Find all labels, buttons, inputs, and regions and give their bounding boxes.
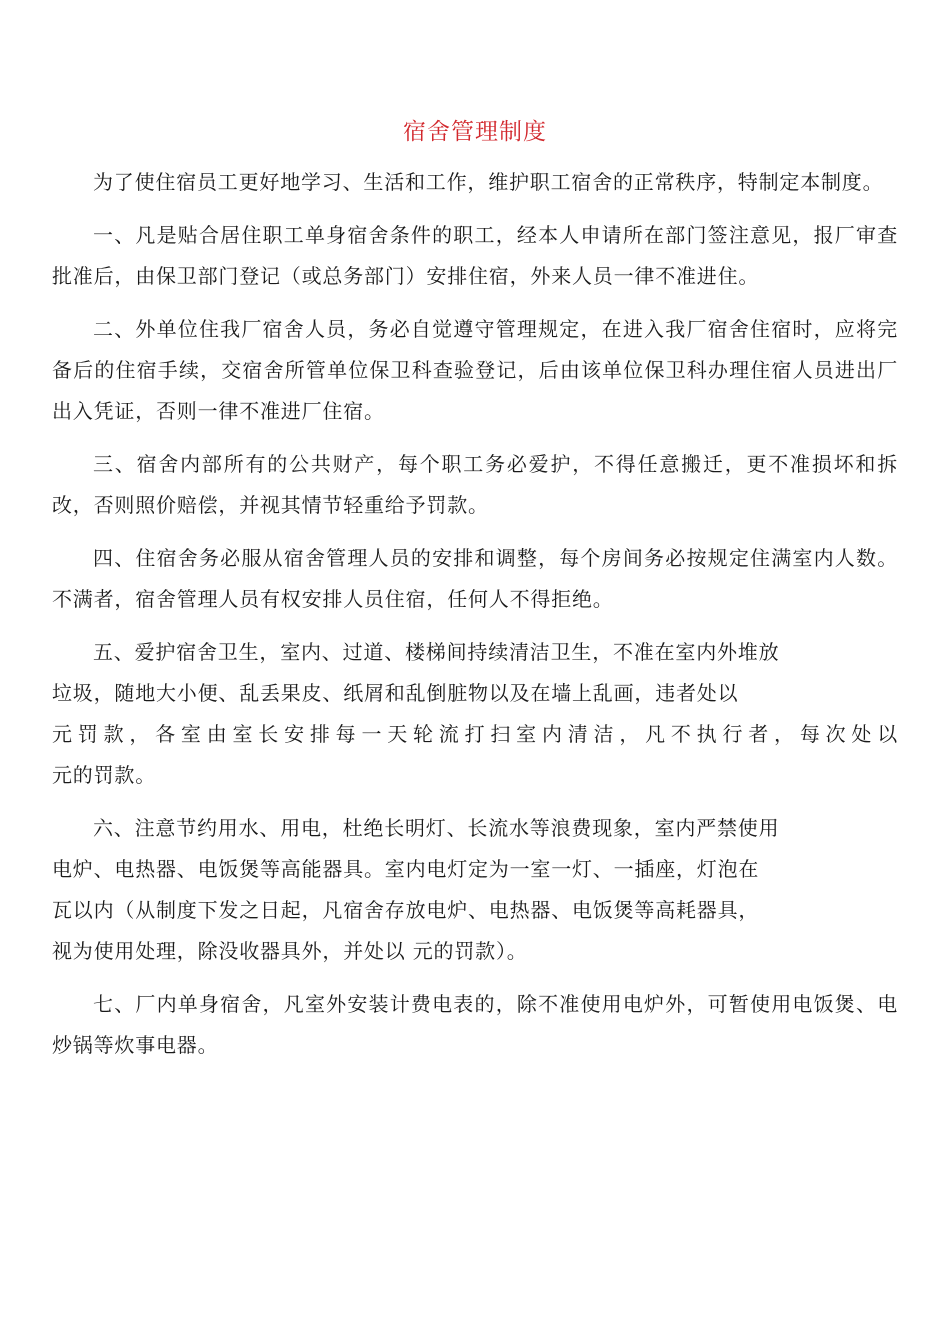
document-body	[52, 162, 898, 1066]
clause-6-line-1: 六、注意节约用水、用电，杜绝长明灯、长流水等浪费现象，室内严禁使用	[93, 816, 780, 840]
clause-6-line-3: 瓦以内（从制度下发之日起，凡宿舍存放电炉、电热器、电饭煲等高耗器具，	[52, 898, 760, 922]
intro-paragraph: 为了使住宿员工更好地学习、生活和工作，维护职工宿舍的正常秩序，特制定本制度。	[93, 170, 884, 194]
clause-6-line-2: 电炉、电热器、电饭煲等高能器具。室内电灯定为一室一灯、一插座，灯泡在	[52, 857, 760, 881]
clause-6-line-4: 视为使用处理，除没收器具外，并处以 元的罚款）。	[52, 939, 528, 963]
clause-2: 二、外单位住我厂宿舍人员，务必自觉遵守管理规定，在进入我厂宿舍住宿时，应将完备后的住宿手续，交宿舍所管单位保卫科查验登记，后由该单位保卫科办理住宿人员进出厂出入凭证，否则一律不准进厂住宿。	[52, 317, 898, 423]
clause-7: 七、厂内单身宿舍，凡室外安装计费电表的，除不准使用电炉外，可暂使用电饭煲、电炒锅等炊事电器。	[52, 992, 898, 1057]
clause-5-line-4: 元的罚款。	[52, 763, 156, 787]
clause-5-line-2: 垃圾，随地大小便、乱丢果皮、纸屑和乱倒脏物以及在墙上乱画，违者处以	[52, 681, 739, 705]
clause-5-line-1: 五、爱护宿舍卫生，室内、过道、楼梯间持续清洁卫生，不准在室内外堆放	[93, 640, 780, 664]
clause-4: 四、住宿舍务必服从宿舍管理人员的安排和调整，每个房间务必按规定住满室内人数。不满者，宿舍管理人员有权安排人员住宿，任何人不得拒绝。	[52, 546, 898, 611]
clause-1: 一、凡是贴合居住职工单身宿舍条件的职工，经本人申请所在部门签注意见，报厂审查批准后，由保卫部门登记（或总务部门）安排住宿，外来人员一律不准进住。	[52, 223, 898, 288]
clause-6	[52, 808, 898, 972]
clause-5	[52, 632, 898, 796]
clause-5-line-3: 元罚款，各室由室长安排每一天轮流打扫室内清洁，凡不执行者，每次处以	[52, 722, 898, 746]
clause-3: 三、宿舍内部所有的公共财产，每个职工务必爱护，不得任意搬迁，更不准损坏和拆改，否则照价赔偿，并视其情节轻重给予罚款。	[52, 452, 898, 517]
document-title: 宿舍管理制度	[403, 119, 547, 145]
